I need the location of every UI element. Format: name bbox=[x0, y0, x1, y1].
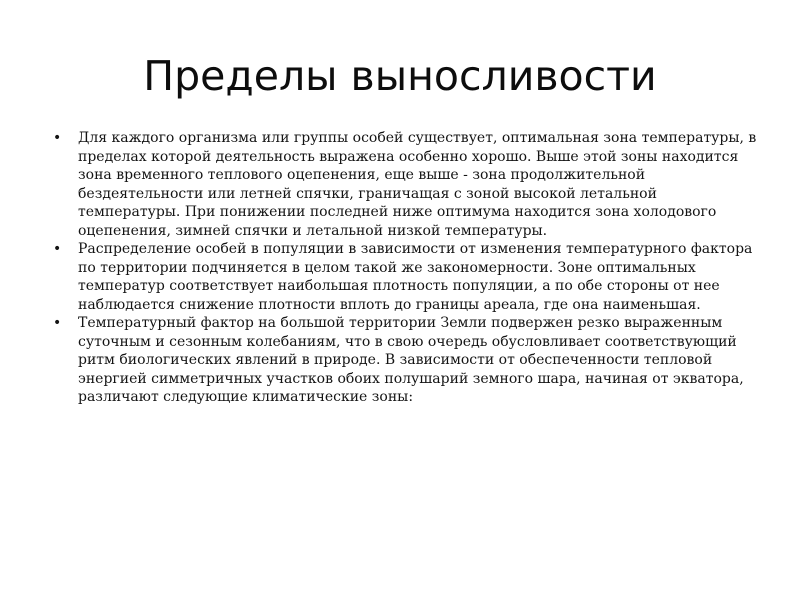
bullet-dot-icon: • bbox=[53, 241, 62, 257]
bullet-list bbox=[53, 129, 758, 407]
bullet-text-1: Для каждого организма или группы особей существует, оптимальная зона температуры, в пределах которой деятельность выражена особенно хорошо. Выше этой зоны находится зона временного теплового оцепенения, еще выше - зона продолжительной бездеятельности или летней спячки, граничащая с зоной высокой летальной температуры. При понижении последней ниже оптимума находится зона холодового оцепенения, зимней спячки и летальной низкой температуры. bbox=[78, 130, 757, 239]
bullet-text-2: Распределение особей в популяции в зависимости от изменения температурного фактора по территории подчиняется в целом такой же закономерности. Зоне оптимальных температур соответствует наибольшая плотность популяции, а по обе стороны от нее наблюдается снижение плотности вплоть до границы ареала, где она наименьшая. bbox=[78, 241, 753, 313]
bullet-item-2 bbox=[53, 240, 758, 314]
bullet-dot-icon: • bbox=[53, 315, 62, 331]
bullet-dot-icon: • bbox=[53, 130, 62, 146]
bullet-text-3: Температурный фактор на большой территории Земли подвержен резко выраженным суточным и сезонным колебаниям, что в свою очередь обусловливает соответствующий ритм биологических явлений в природе. В зависимости от обеспеченности тепловой энергией симметричных участков обоих полушарий земного шара, начиная от экватора, различают следующие климатические зоны: bbox=[78, 315, 744, 405]
slide-title: Пределы выносливости bbox=[143, 52, 657, 100]
bullet-item-3 bbox=[53, 314, 758, 407]
bullet-item-1 bbox=[53, 129, 758, 240]
